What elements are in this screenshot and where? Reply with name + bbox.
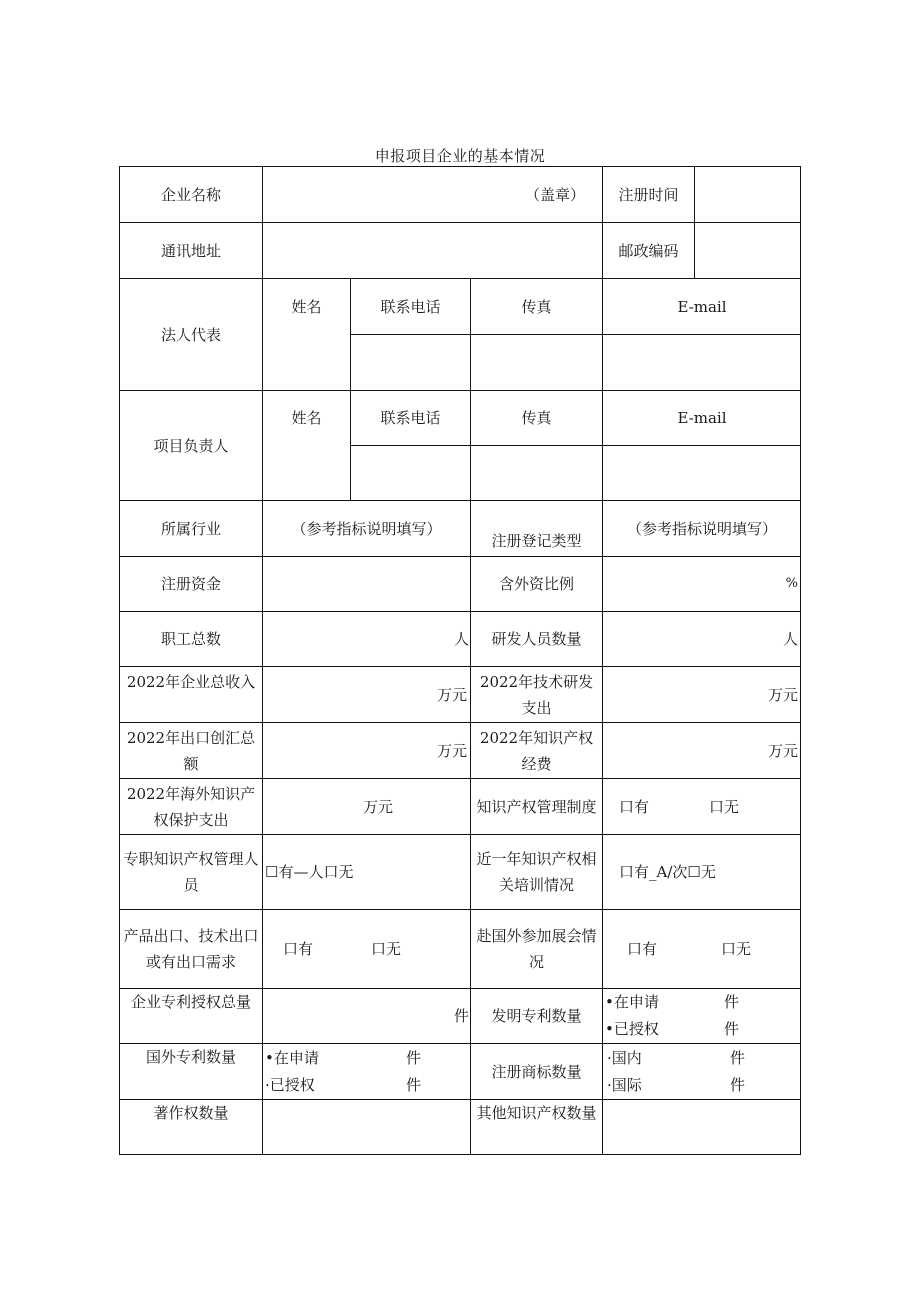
postcode-field[interactable] (694, 222, 801, 278)
project-lead-name-field[interactable] (262, 445, 350, 500)
postcode-label: 邮政编码 (602, 222, 694, 278)
project-lead-phone-header: 联系电话 (350, 390, 470, 445)
ip-staff-label: 专职知识产权管理人员 (119, 834, 262, 909)
legal-rep-label: 法人代表 (119, 278, 262, 390)
project-lead-phone-field[interactable] (350, 445, 470, 500)
foreign-ratio-field[interactable]: % (602, 556, 801, 611)
patents-label: 企业专利授权总量 (119, 988, 262, 1043)
overseas-ip-field[interactable]: 万元 (262, 778, 470, 834)
project-lead-fax-header: 传真 (470, 390, 602, 445)
export-field[interactable]: 万元 (262, 722, 470, 778)
trademark-field[interactable] (602, 1043, 801, 1099)
legal-rep-phone-field[interactable] (350, 334, 470, 390)
page-title: 申报项目企业的基本情况 (374, 147, 546, 165)
seal-hint: （盖章） (524, 185, 585, 204)
invention-granted-unit: 件 (723, 1020, 739, 1038)
mgmt-system-label: 知识产权管理制度 (470, 778, 602, 834)
copyright-label: 著作权数量 (119, 1099, 262, 1155)
trademark-international-unit: 件 (729, 1075, 745, 1094)
ip-staff-field[interactable]: ☐有—人口无 (262, 834, 470, 909)
mgmt-yes-option[interactable]: 口有 (619, 797, 650, 816)
exhibition-label: 赴国外参加展会情况 (470, 909, 602, 988)
foreign-ratio-label: 含外资比例 (470, 556, 602, 611)
legal-rep-email-header: E-mail (602, 278, 801, 334)
ip-fund-field[interactable]: 万元 (602, 722, 801, 778)
other-ip-field[interactable] (602, 1099, 801, 1155)
foreign-granted-label: ·已授权 (265, 1075, 315, 1094)
capital-field[interactable] (262, 556, 470, 611)
table-bottom-border (119, 1154, 801, 1155)
address-label: 通讯地址 (119, 222, 262, 278)
company-name-label: 企业名称 (119, 166, 262, 222)
project-lead-name-header: 姓名 (262, 390, 350, 445)
export-no-option[interactable]: 口无 (371, 940, 402, 958)
trademark-domestic-unit: 件 (729, 1048, 745, 1067)
legal-rep-fax-header: 传真 (470, 278, 602, 334)
foreign-applying-unit: 件 (405, 1048, 421, 1067)
training-label: 近一年知识产权相关培训情况 (470, 834, 602, 909)
invention-applying-unit: 件 (723, 993, 739, 1011)
training-field[interactable]: 口有_A/次☐无 (602, 834, 801, 909)
rd-staff-label: 研发人员数量 (470, 611, 602, 666)
address-field[interactable] (262, 222, 602, 278)
project-lead-email-header: E-mail (602, 390, 801, 445)
invention-patents-label: 发明专利数量 (470, 988, 602, 1043)
reg-time-field[interactable] (694, 166, 801, 222)
ip-fund-label: 2022年知识产权经费 (470, 722, 602, 778)
invention-patents-field[interactable] (602, 988, 801, 1043)
exhibition-yes-option[interactable]: 口有 (627, 940, 658, 958)
mgmt-system-field[interactable] (602, 778, 801, 834)
legal-rep-email-field[interactable] (602, 334, 801, 390)
legal-rep-name-field[interactable] (262, 334, 350, 390)
rd-staff-field[interactable]: 人 (602, 611, 801, 666)
product-export-field[interactable] (262, 909, 470, 988)
mgmt-no-option[interactable]: 口无 (709, 797, 740, 816)
foreign-patents-field[interactable] (262, 1043, 470, 1099)
trademark-international-label: ·国际 (607, 1075, 642, 1094)
trademark-domestic-label: ·国内 (607, 1048, 642, 1067)
foreign-patents-label: 国外专利数量 (119, 1043, 262, 1099)
company-name-field[interactable] (262, 166, 602, 222)
product-export-label: 产品出口、技术出口或有出口需求 (119, 909, 262, 988)
project-lead-email-field[interactable] (602, 445, 801, 500)
industry-field[interactable]: （参考指标说明填写） (262, 500, 470, 556)
revenue-field[interactable]: 万元 (262, 666, 470, 722)
project-lead-label: 项目负责人 (119, 390, 262, 500)
capital-label: 注册资金 (119, 556, 262, 611)
rd-expense-field[interactable]: 万元 (602, 666, 801, 722)
other-ip-label: 其他知识产权数量 (470, 1099, 602, 1155)
rd-expense-label: 2022年技术研发支出 (470, 666, 602, 722)
staff-field[interactable]: 人 (262, 611, 470, 666)
export-yes-option[interactable]: 口有 (283, 940, 314, 958)
foreign-granted-unit: 件 (405, 1075, 421, 1094)
revenue-label: 2022年企业总收入 (119, 666, 262, 722)
staff-label: 职工总数 (119, 611, 262, 666)
table-right-border (800, 166, 801, 1154)
reg-type-field[interactable]: （参考指标说明填写） (602, 500, 801, 556)
copyright-field[interactable] (262, 1099, 470, 1155)
industry-label: 所属行业 (119, 500, 262, 556)
exhibition-field[interactable] (602, 909, 801, 988)
reg-time-label: 注册时间 (602, 166, 694, 222)
invention-granted-label: •已授权 (605, 1020, 659, 1038)
legal-rep-name-header: 姓名 (262, 278, 350, 334)
export-label: 2022年出口创汇总额 (119, 722, 262, 778)
legal-rep-fax-field[interactable] (470, 334, 602, 390)
overseas-ip-label: 2022年海外知识产权保护支出 (119, 778, 262, 834)
reg-type-label: 注册登记类型 (470, 500, 602, 556)
exhibition-no-option[interactable]: 口无 (721, 940, 752, 958)
trademark-label: 注册商标数量 (470, 1043, 602, 1099)
foreign-applying-label: •在申请 (265, 1048, 319, 1067)
patents-field[interactable]: 件 (262, 988, 470, 1043)
project-lead-fax-field[interactable] (470, 445, 602, 500)
invention-applying-label: •在申请 (605, 993, 659, 1011)
legal-rep-phone-header: 联系电话 (350, 278, 470, 334)
